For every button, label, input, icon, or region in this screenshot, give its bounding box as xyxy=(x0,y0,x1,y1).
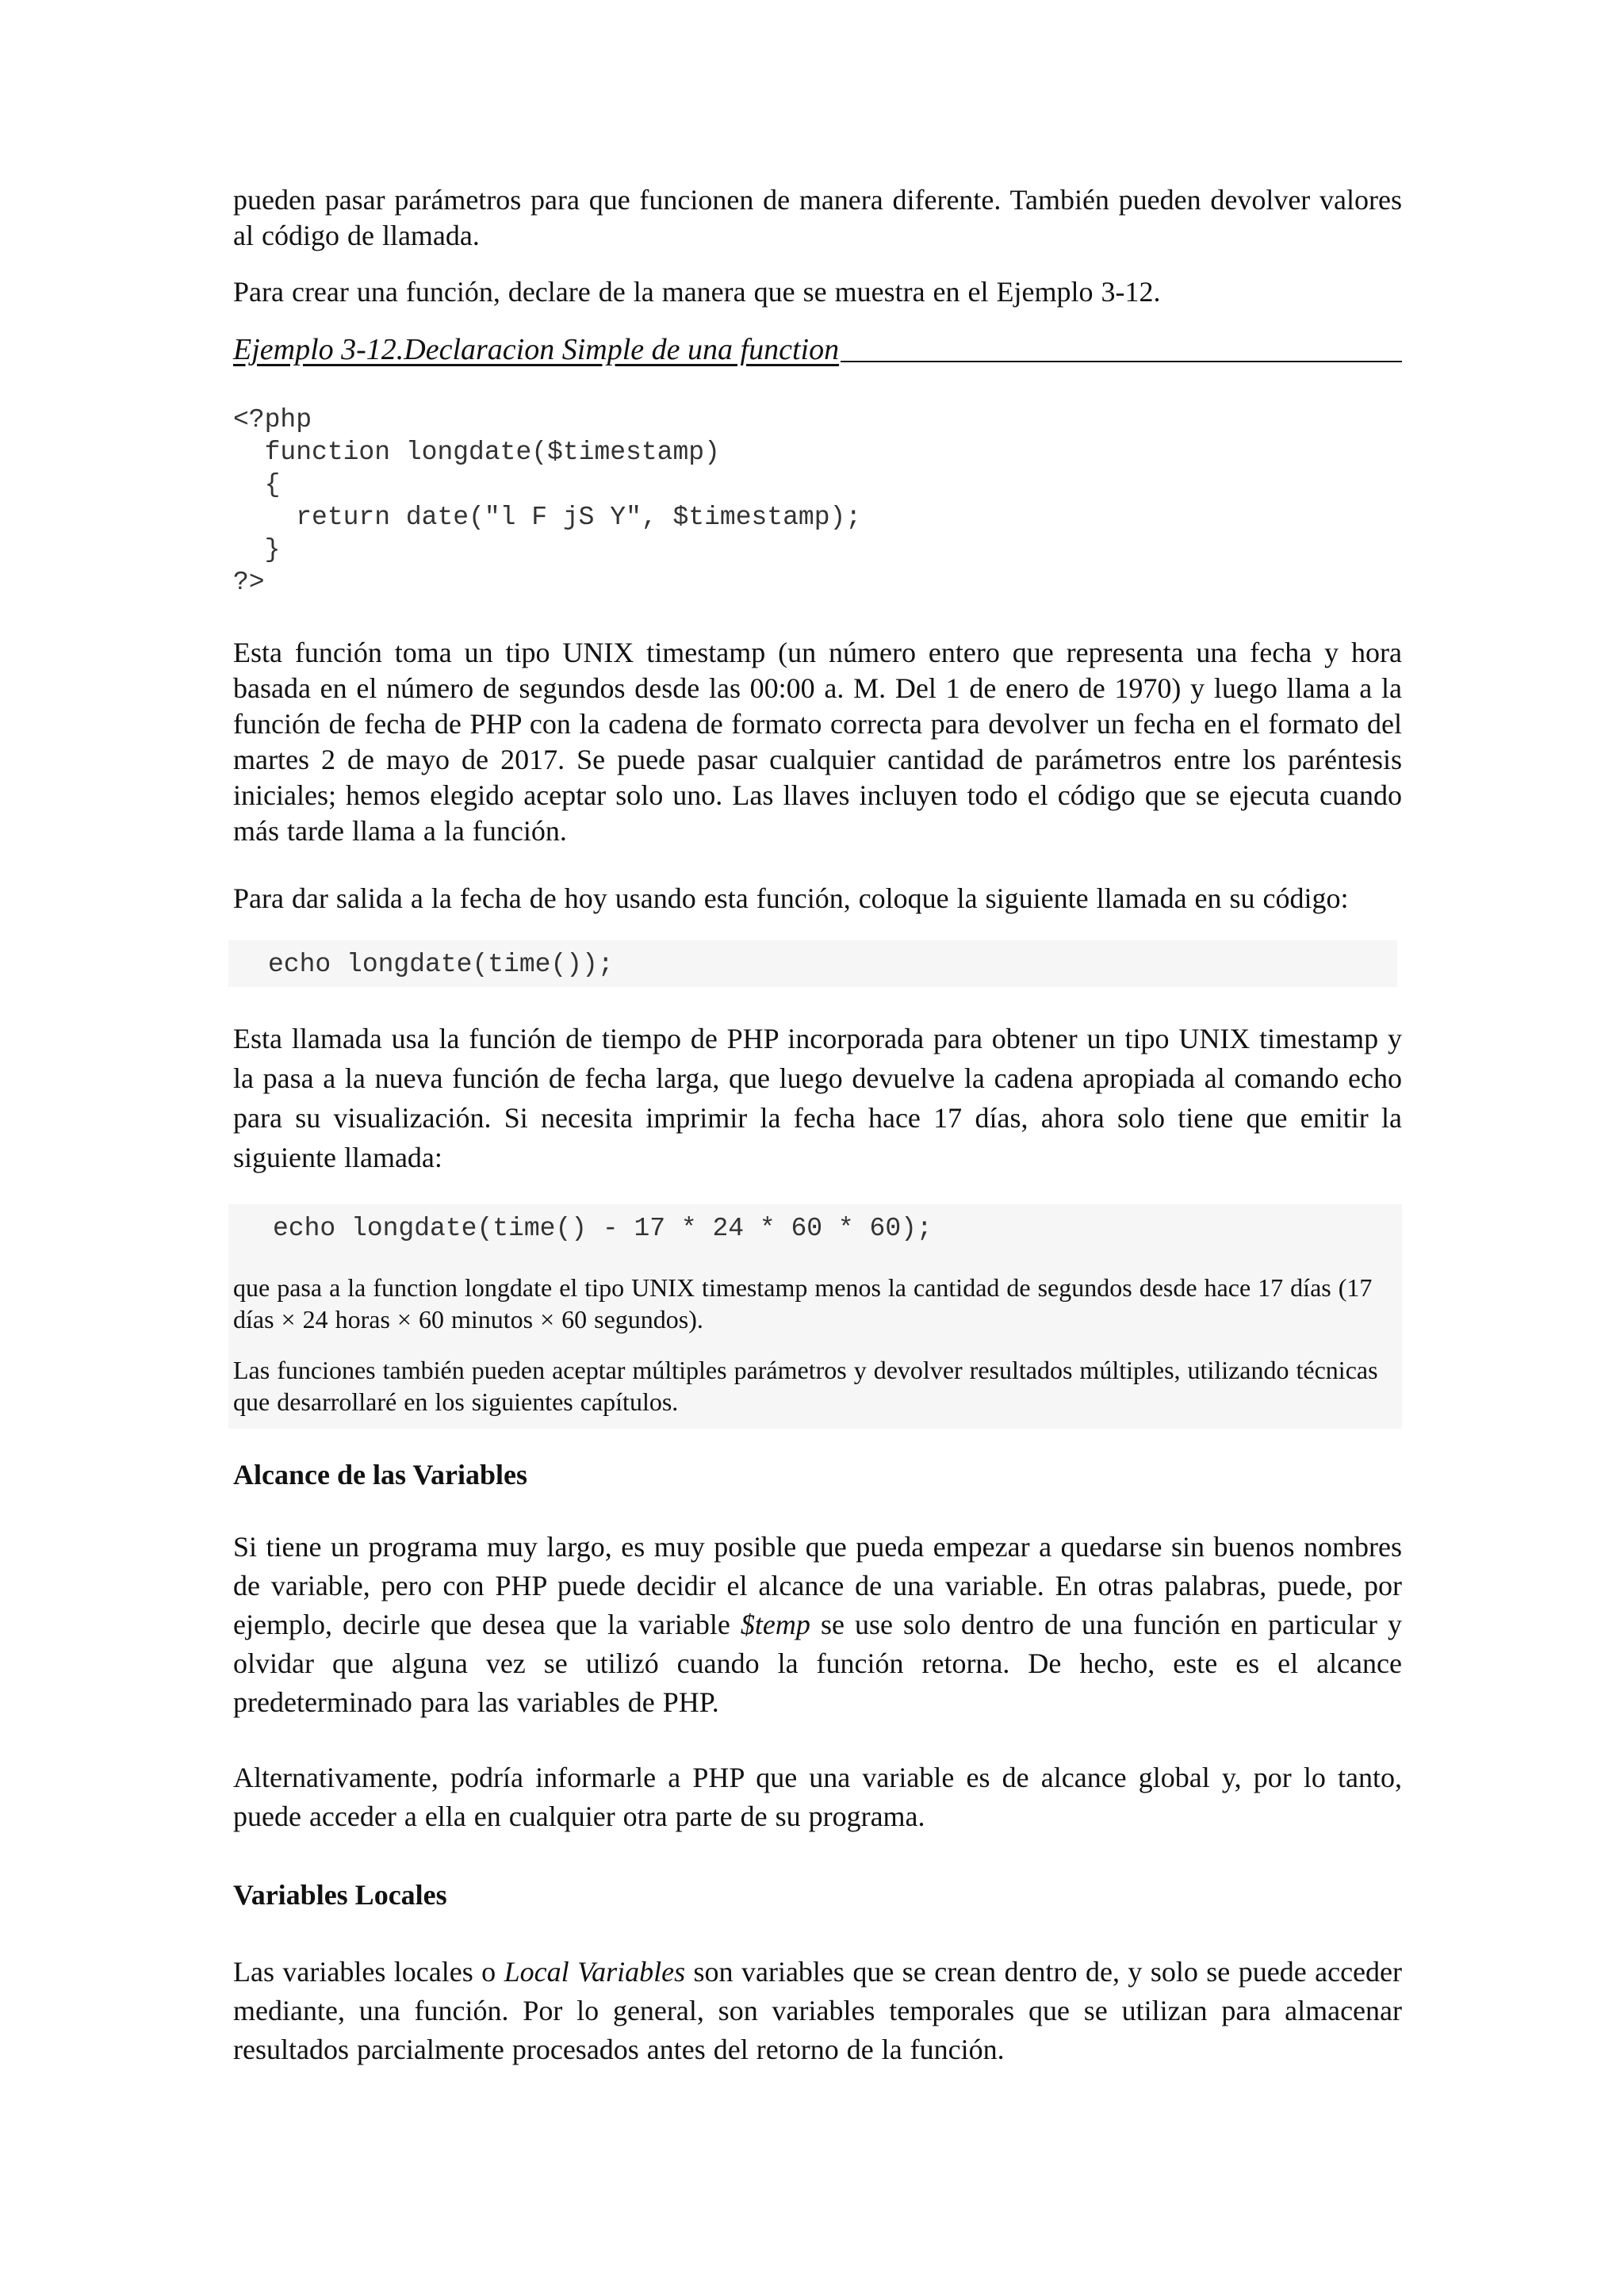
heading-local-variables: Variables Locales xyxy=(233,1879,447,1911)
heading-variable-scope: Alcance de las Variables xyxy=(233,1459,528,1490)
paragraph-variable-scope-text-2: se use solo dentro de una función en particular y olvidar que alguna vez se utilizó cuando la función retorna. De hecho, este es el alcance predeterminado para las variables de PHP. xyxy=(233,1609,1402,1718)
paragraph-function-description: Esta función toma un tipo UNIX timestamp (un número entero que representa una fecha y hora basada en el número de segundos desde las 00:00 a. M. Del 1 de enero de 1970) y luego llama a la función de fecha de PHP con la cadena de formato correcta para devolver un fecha en el formato del martes 2 de mayo de 2017. Se puede pasar cualquier cantidad de parámetros entre los paréntesis iniciales; hemos elegido aceptar solo uno. Las llaves incluyen todo el código que se ejecuta cuando más tarde llama a la función. xyxy=(233,637,1402,847)
code-line: function longdate($timestamp) xyxy=(233,438,720,467)
example-title-label: Ejemplo 3-12.Declaracion Simple de una function xyxy=(233,333,840,366)
paragraph-local-variables-text-1: Las variables locales o xyxy=(233,1956,504,1988)
code-line: { xyxy=(233,470,281,499)
paragraph-local-variables-text-2: son variables que se crean dentro de, y solo se puede acceder mediante, una función. Por lo general, son variables temporales que se utilizan para almacenar resultados parcialmente procesados antes del retorno de la función. xyxy=(233,1956,1402,2065)
paragraph-output-date: Para dar salida a la fecha de hoy usando esta función, coloque la siguiente llamada en su código: xyxy=(233,882,1349,914)
code-line: ?> xyxy=(233,568,265,597)
code-line: } xyxy=(233,535,281,564)
paragraph-17-days-explanation: que pasa a la function longdate el tipo UNIX timestamp menos la cantidad de segundos desde hace 17 días (17 días × 24 horas × 60 minutos × 60 segundos). xyxy=(233,1273,1373,1334)
paragraph-intro: pueden pasar parámetros para que funcionen de manera diferente. También pueden devolver valores al código de llamada. xyxy=(233,184,1402,251)
paragraph-variable-scope-text-1: Si tiene un programa muy largo, es muy posible que pueda empezar a quedarse sin buenos nombres de variable, pero con PHP puede decidir el alcance de una variable. En otras palabras, puede, por ejemplo, decirle que desea que la variable xyxy=(233,1531,1402,1640)
shaded-section xyxy=(228,1204,1402,1429)
paragraph-create-function: Para crear una función, declare de la manera que se muestra en el Ejemplo 3-12. xyxy=(233,276,1161,308)
variable-temp: $temp xyxy=(740,1609,810,1640)
paragraph-global-scope: Alternativamente, podría informarle a PHP que una variable es de alcance global y, por lo tanto, puede acceder a ella en cualquier otra parte de su programa. xyxy=(233,1762,1402,1832)
example-title xyxy=(233,331,1402,369)
term-local-variables: Local Variables xyxy=(504,1956,686,1988)
paragraph-variable-scope xyxy=(233,1528,1402,1722)
paragraph-local-variables xyxy=(233,1953,1402,2069)
code-block-longdate xyxy=(233,404,1402,599)
document-page xyxy=(233,182,1402,2069)
code-line: return date("l F jS Y", $timestamp); xyxy=(233,503,862,532)
example-title-rule xyxy=(841,361,1402,362)
paragraph-call-explanation: Esta llamada usa la función de tiempo de PHP incorporada para obtener un tipo UNIX timestamp y la pasa a la nueva función de fecha larga, que luego devuelve la cadena apropiada al comando echo para su visualización. Si necesita imprimir la fecha hace 17 días, ahora solo tiene que emitir la siguiente llamada: xyxy=(233,1023,1402,1173)
code-line: <?php xyxy=(233,405,312,434)
paragraph-multiple-params: Las funciones también pueden aceptar múltiples parámetros y devolver resultados múltiples, utilizando técnicas que desarrollaré en los siguientes capítulos. xyxy=(233,1356,1378,1416)
code-call-17-days: echo longdate(time() - 17 * 24 * 60 * 60); xyxy=(273,1214,933,1243)
code-call-today: echo longdate(time()); xyxy=(228,940,1397,987)
